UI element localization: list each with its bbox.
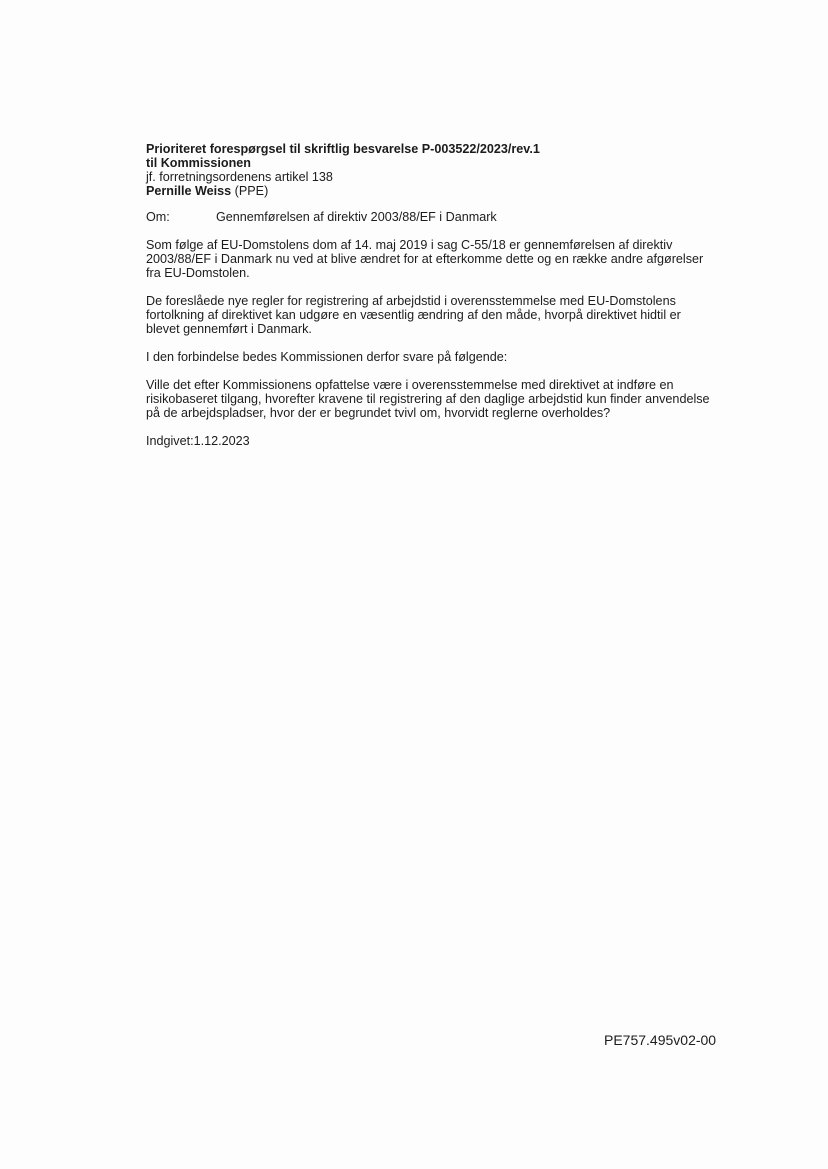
document-addressee: til Kommissionen [146, 156, 251, 170]
paragraph-4 [146, 378, 736, 420]
paragraph-line: Som følge af EU-Domstolens dom af 14. maj 2019 i sag C-55/18 er gennemførelsen af direktiv [146, 238, 673, 252]
paragraph-3 [146, 350, 736, 364]
document-reference: PE757.495v02-00 [604, 1032, 717, 1048]
paragraph-line: risikobaseret tilgang, hvorefter kravene til registrering af den daglige arbejdstid kun finder anvendelse [146, 392, 710, 406]
subject-text: Gennemførelsen af direktiv 2003/88/EF i Danmark [216, 210, 497, 224]
author-line [146, 184, 736, 198]
paragraph-2 [146, 294, 736, 336]
paragraph-line: fortolkning af direktivet kan udgøre en væsentlig ændring af den måde, hvorpå direktivet hidtil er [146, 308, 681, 322]
document-title: Prioriteret forespørgsel til skriftlig besvarelse P-003522/2023/rev.1 [146, 142, 540, 156]
submitted-date: Indgivet:1.12.2023 [146, 434, 250, 448]
paragraph-line: fra EU-Domstolen. [146, 266, 250, 280]
paragraph-line: blevet gennemført i Danmark. [146, 322, 312, 336]
submission-date [146, 434, 736, 448]
paragraph-line: på de arbejdspladser, hvor der er begrundet tvivl om, hvorvidt reglerne overholdes? [146, 406, 611, 420]
subject-label: Om: [146, 210, 170, 224]
paragraph-line: I den forbindelse bedes Kommissionen derfor svare på følgende: [146, 350, 508, 364]
paragraph-line: Ville det efter Kommissionens opfattelse være i overensstemmelse med direktivet at indføre en [146, 378, 674, 392]
author-name: Pernille Weiss [146, 184, 232, 198]
rule-reference: jf. forretningsordenens artikel 138 [146, 170, 333, 184]
document-body [146, 142, 736, 448]
paragraph-line: 2003/88/EF i Danmark nu ved at blive ændret for at efterkomme dette og en række andre afgørelser [146, 252, 704, 266]
author-group: (PPE) [231, 184, 269, 198]
document-header [146, 142, 736, 198]
paragraph-1 [146, 238, 736, 280]
paragraph-line: De foreslåede nye regler for registrering af arbejdstid i overensstemmelse med EU-Domstolens [146, 294, 676, 308]
subject-line [146, 210, 736, 224]
